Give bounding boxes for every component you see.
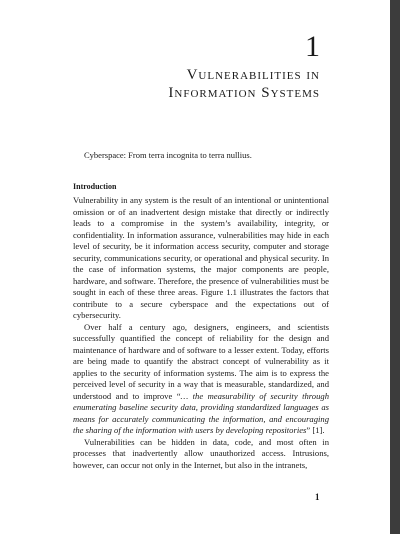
paragraph-2-text: Over half a century ago, designers, engineers, and scientists successfully quantified the concept of reliability for the design and maintenance of hardware and of software to a lesser extent. Today, efforts are being made to quantify the abstract concept of vulnerability as it applies to the security of information systems. The aim is to express the perceived level of security in a way that is measurable, standardized, and understood and to improve “ bbox=[73, 321, 329, 401]
paragraph-2 bbox=[73, 322, 329, 437]
page-edge-shadow bbox=[390, 0, 400, 534]
chapter-title-line-1: Vulnerabilities in bbox=[186, 67, 320, 83]
paragraph-3: Vulnerabilities can be hidden in data, code, and most often in processes that inadvertently allow unauthorized access. Intrusions, however, can occur not only in the Internet, but also in the intranets, bbox=[73, 436, 329, 470]
epigraph: Cyberspace: From terra incognita to terra nullius. bbox=[84, 150, 252, 160]
section-heading: Introduction bbox=[73, 182, 117, 191]
chapter-number: 1 bbox=[305, 30, 320, 63]
page-number: 1 bbox=[315, 492, 320, 502]
body-text bbox=[73, 195, 329, 471]
paragraph-1: Vulnerability in any system is the result of an intentional or unintentional omission or of an inadvertent design mistake that directly or indirectly leads to a compromise in the system’s availability, integrity, or confidentiality. In information assurance, vulnerabilities may hide in each level of security, be it information access security, computer and storage security, communications security, or operational and physical security. In the case of information systems, the major components are people, hardware, and software. Therefore, the presence of vulnerabilities must be sought in each of these three areas. Figure 1.1 illustrates the factors that contribute to a secure cyberspace and the expectations out of cybersecurity. bbox=[73, 195, 329, 320]
chapter-title-line-2: Information Systems bbox=[168, 85, 320, 101]
chapter-title bbox=[40, 66, 320, 102]
paragraph-2-quote: … the measurability of security through enumerating baseline security data, providing standardized languages as means for accurately communicating the information, and encouraging the sharing of the information with users by developing repositories bbox=[73, 390, 329, 435]
paragraph-2-citation: ” [1]. bbox=[306, 425, 325, 435]
